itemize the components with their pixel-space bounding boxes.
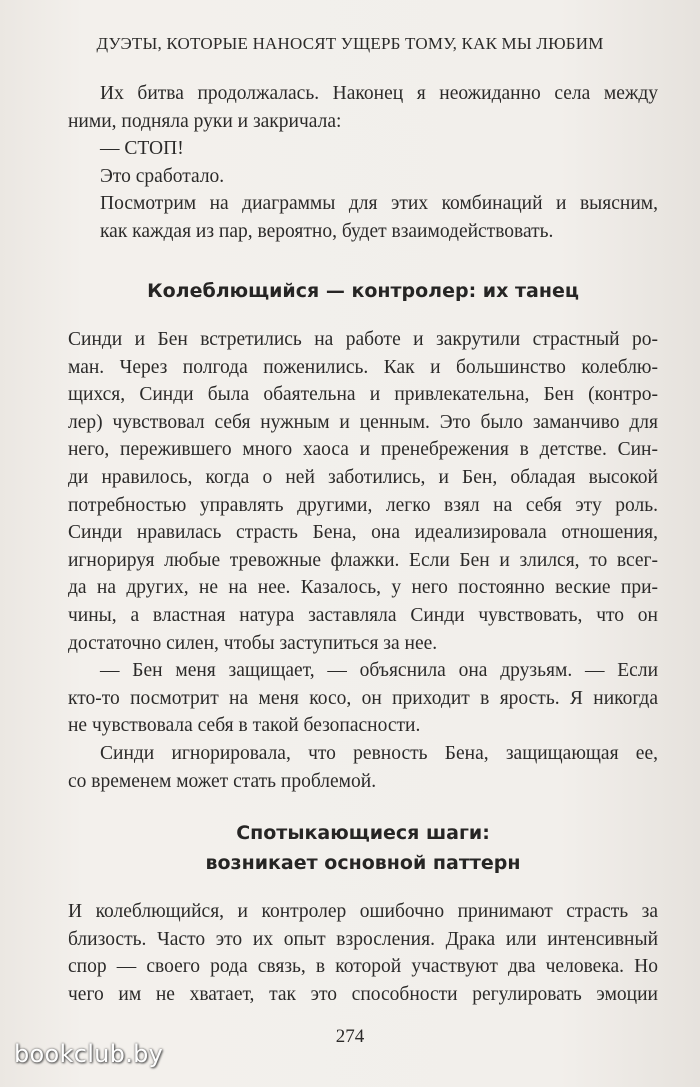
text-line: щихся, Синди была обаятельна и привлекательна, Бен (контро- — [68, 384, 658, 406]
text-line: ними, подняла руки и закричала: — [68, 110, 342, 132]
section-heading-line: Спотыкающиеся шаги: — [236, 822, 490, 844]
text-line: потребностью управлять другими, легко взял на себя эту роль. — [68, 494, 658, 516]
section2-text — [68, 898, 658, 1008]
text-line: — Бен меня защищает, — объяснила она друзьям. — Если — [100, 660, 658, 682]
section-heading — [68, 818, 658, 878]
text-line: Синди и Бен встретились на работе и закрутили страстный ро- — [68, 329, 658, 350]
text-line: Это сработало. — [100, 165, 225, 187]
text-line: да на других, не на нее. Казалось, у него постоянно веские при- — [68, 577, 658, 599]
section-heading-line: возникает основной паттерн — [205, 852, 521, 874]
text-line: не чувствовала себя в такой безопасности. — [68, 715, 421, 737]
text-line: Их битва продолжалась. Наконец я неожиданно села между — [100, 83, 658, 104]
section1-text — [68, 326, 658, 795]
text-line: — СТОП! — [100, 138, 184, 160]
section-heading-text: Колеблющийся — контролер: их танец — [147, 280, 579, 302]
text-line: достаточно силен, чтобы заступиться за нее. — [68, 632, 438, 654]
text-line: как каждая из пар, вероятно, будет взаимодействовать. — [100, 220, 554, 242]
text-line: близость. Часто это их опыт взросления. Драка или интенсивный — [68, 928, 658, 950]
text-line: И колеблющийся, и контролер ошибочно принимают страсть за — [68, 901, 658, 922]
text-line: него, пережившего много хаоса и пренебрежения в детстве. Син- — [68, 439, 658, 461]
intro-text — [68, 80, 658, 246]
watermark-logo: bookclub.by — [14, 1040, 164, 1068]
text-line: Посмотрим на диаграммы для этих комбинаций и выясним, — [100, 193, 658, 215]
text-line: чины, а властная натура заставляла Синди чувствовать, что он — [68, 604, 658, 626]
text-line: со временем может стать проблемой. — [68, 770, 377, 792]
text-line: Синди игнорировала, что ревность Бена, защищающая ее, — [100, 742, 658, 764]
text-line: игнорируя любые тревожные флажки. Если Бен и злился, то всег- — [68, 549, 658, 571]
section-heading — [68, 276, 658, 306]
text-line: лер) чувствовал себя нужным и ценным. Это было заманчиво для — [68, 411, 658, 433]
text-line: кто-то посмотрит на меня косо, он приходит в ярость. Я никогда — [68, 687, 658, 709]
text-line: Синди нравилась страсть Бена, она идеализировала отношения, — [68, 522, 658, 544]
text-line: спор — своего рода связь, в которой участвуют два человека. Но — [68, 956, 658, 978]
page-number: 274 — [335, 1026, 365, 1047]
text-line: ман. Через полгода поженились. Как и большинство колеблю- — [68, 356, 658, 378]
text-line: ди нравилось, когда о ней заботились, и Бен, обладая высокой — [68, 466, 658, 488]
running-head: ДУЭТЫ, КОТОРЫЕ НАНОСЯТ УЩЕРБ ТОМУ, КАК МЫ ЛЮБИМ — [96, 34, 604, 53]
text-line: чего им не хватает, так это способности регулировать эмоции — [68, 983, 658, 1005]
